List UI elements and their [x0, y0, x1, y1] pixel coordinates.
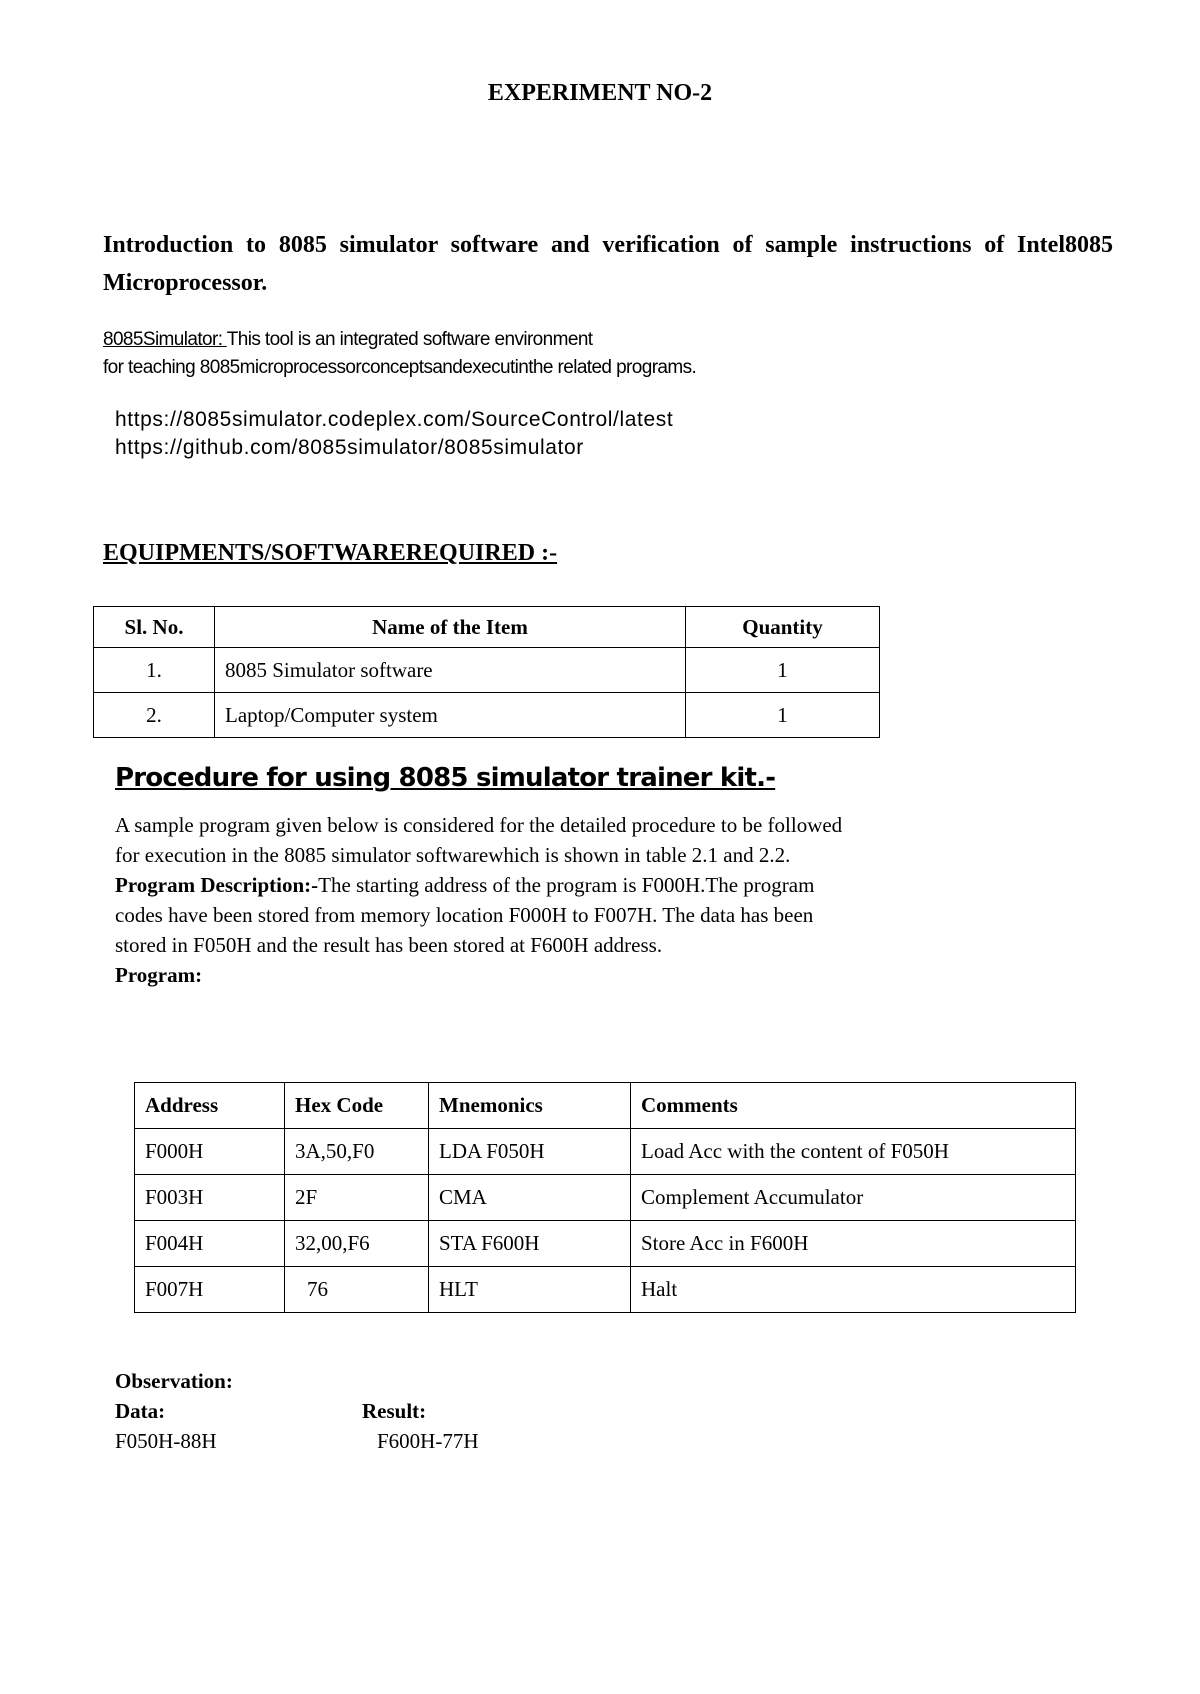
observation-label: Observation:	[115, 1369, 233, 1393]
header-quantity: Quantity	[686, 607, 880, 648]
cell-sl-no: 2.	[94, 693, 215, 738]
cell-mnemonics: CMA	[429, 1175, 631, 1221]
procedure-heading: Procedure for using 8085 simulator trainer kit.-	[115, 763, 776, 793]
cell-hex-code: 3A,50,F0	[285, 1129, 429, 1175]
result-value: F600H-77H	[377, 1429, 479, 1453]
header-address: Address	[135, 1083, 285, 1129]
observation-labels-row	[115, 1396, 427, 1426]
table-row	[135, 1221, 1076, 1267]
cell-comments: Store Acc in F600H	[631, 1221, 1076, 1267]
page-title: EXPERIMENT NO-2	[487, 80, 713, 106]
link-github[interactable]: https://github.com/8085simulator/8085simulator	[115, 436, 584, 459]
data-label: Data:	[115, 1399, 166, 1423]
table-row	[94, 693, 880, 738]
cell-mnemonics: LDA F050H	[429, 1129, 631, 1175]
cell-address: F000H	[135, 1129, 285, 1175]
program-description	[115, 870, 857, 960]
cell-comments: Halt	[631, 1267, 1076, 1313]
simulator-label: 8085Simulator:	[103, 329, 227, 350]
observation-values-row	[115, 1426, 479, 1456]
header-item-name: Name of the Item	[215, 607, 686, 648]
cell-hex-code: 2F	[285, 1175, 429, 1221]
procedure-body	[115, 810, 857, 990]
simulator-line-2: for teaching 8085microprocessorconceptsandexecutinthe related programs.	[103, 357, 697, 378]
equipment-heading: EQUIPMENTS/SOFTWAREREQUIRED :-	[103, 540, 558, 566]
observation-block	[115, 1366, 479, 1456]
cell-address: F007H	[135, 1267, 285, 1313]
table-header-row	[135, 1083, 1076, 1129]
program-description-label: Program Description:-	[115, 873, 319, 897]
simulator-line-1: This tool is an integrated software environment	[226, 329, 593, 350]
cell-address: F003H	[135, 1175, 285, 1221]
cell-comments: Load Acc with the content of F050H	[631, 1129, 1076, 1175]
data-value: F050H-88H	[115, 1429, 217, 1453]
equipment-table	[93, 606, 880, 738]
result-label: Result:	[362, 1399, 427, 1423]
link-codeplex[interactable]: https://8085simulator.codeplex.com/SourceControl/latest	[115, 408, 674, 431]
cell-comments: Complement Accumulator	[631, 1175, 1076, 1221]
table-row	[135, 1129, 1076, 1175]
program-table	[134, 1082, 1076, 1313]
cell-hex-code: 32,00,F6	[285, 1221, 429, 1267]
program-description-text: The starting address of the program is F000H.The program codes have been stored from memory location F000H to F007H. The data has been stored in F050H and the result has been stored at F600H address.	[115, 873, 815, 957]
header-sl-no: Sl. No.	[94, 607, 215, 648]
cell-item-name: Laptop/Computer system	[215, 693, 686, 738]
links-block	[115, 406, 673, 462]
header-comments: Comments	[631, 1083, 1076, 1129]
cell-quantity: 1	[686, 693, 880, 738]
cell-quantity: 1	[686, 648, 880, 693]
table-row	[94, 648, 880, 693]
table-header-row	[94, 607, 880, 648]
table-row	[135, 1175, 1076, 1221]
table-row	[135, 1267, 1076, 1313]
header-hex-code: Hex Code	[285, 1083, 429, 1129]
program-label: Program:	[115, 963, 203, 987]
simulator-description	[103, 326, 696, 382]
cell-item-name: 8085 Simulator software	[215, 648, 686, 693]
cell-mnemonics: HLT	[429, 1267, 631, 1313]
cell-sl-no: 1.	[94, 648, 215, 693]
procedure-text: A sample program given below is considered for the detailed procedure to be followed for execution in the 8085 simulator softwarewhich is shown in table 2.1 and 2.2.	[115, 813, 843, 867]
cell-hex-code: 76	[285, 1267, 429, 1313]
intro-heading: Introduction to 8085 simulator software and verification of sample instructions of Intel8085 Microprocessor.	[103, 232, 1113, 296]
cell-mnemonics: STA F600H	[429, 1221, 631, 1267]
cell-address: F004H	[135, 1221, 285, 1267]
header-mnemonics: Mnemonics	[429, 1083, 631, 1129]
